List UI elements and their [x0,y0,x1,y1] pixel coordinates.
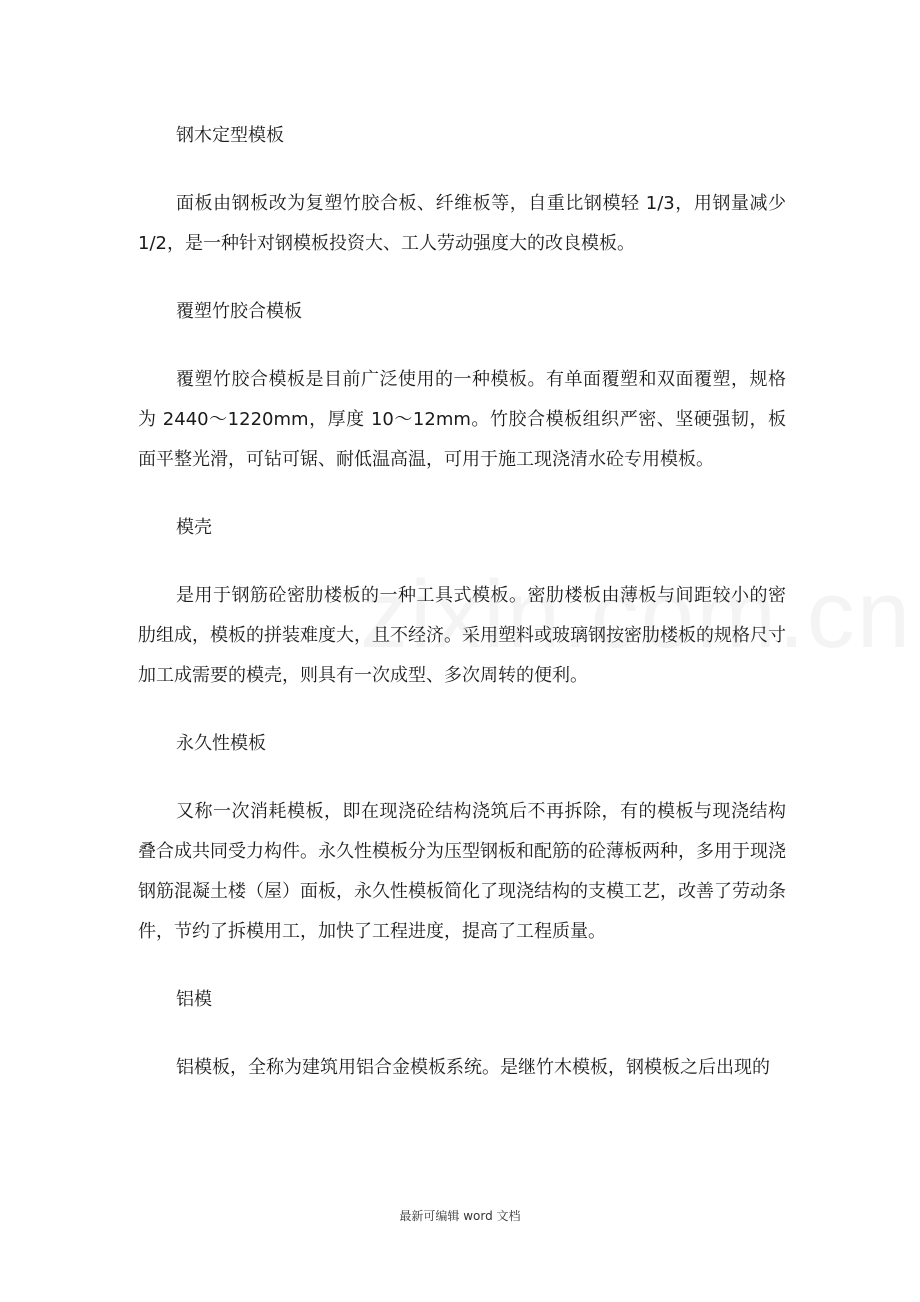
document-body [138,116,786,1088]
section-paragraph-aluminum-template: 铝模板，全称为建筑用铝合金模板系统。是继竹木模板，钢模板之后出现的 [176,1057,770,1078]
section-paragraph-steel-wood-template: 面板由钢板改为复塑竹胶合板、纤维板等，自重比钢模轻 1/3，用钢量减少 1/2，是一种针对钢模板投资大、工人劳动强度大的改良模板。 [138,193,786,254]
section-heading-steel-wood-template: 钢木定型模板 [176,125,284,146]
page-footer: 最新可编辑 word 文档 [399,1209,521,1223]
section-heading-permanent-template: 永久性模板 [176,733,266,754]
section-paragraph-bamboo-plywood: 覆塑竹胶合模板是目前广泛使用的一种模板。有单面覆塑和双面覆塑，规格为 2440～1220mm，厚度 10～12mm。竹胶合模板组织严密、坚硬强韧，板面平整光滑，可钻可锯、耐低温高温，可用于施工现浇清水砼专用模板。 [138,369,786,470]
section-heading-bamboo-plywood: 覆塑竹胶合模板 [176,301,302,322]
section-heading-aluminum-template: 铝模 [176,989,212,1010]
section-paragraph-mold-shell: 是用于钢筋砼密肋楼板的一种工具式模板。密肋楼板由薄板与间距较小的密肋组成，模板的拼装难度大，且不经济。采用塑料或玻璃钢按密肋楼板的规格尺寸加工成需要的模壳，则具有一次成型、多次周转的便利。 [138,585,786,686]
section-paragraph-permanent-template: 又称一次消耗模板，即在现浇砼结构浇筑后不再拆除，有的模板与现浇结构叠合成共同受力构件。永久性模板分为压型钢板和配筋的砼薄板两种，多用于现浇钢筋混凝土楼（屋）面板，永久性模板简化了现浇结构的支模工艺，改善了劳动条件，节约了拆模用工，加快了工程进度，提高了工程质量。 [138,801,786,942]
section-heading-mold-shell: 模壳 [176,517,212,538]
